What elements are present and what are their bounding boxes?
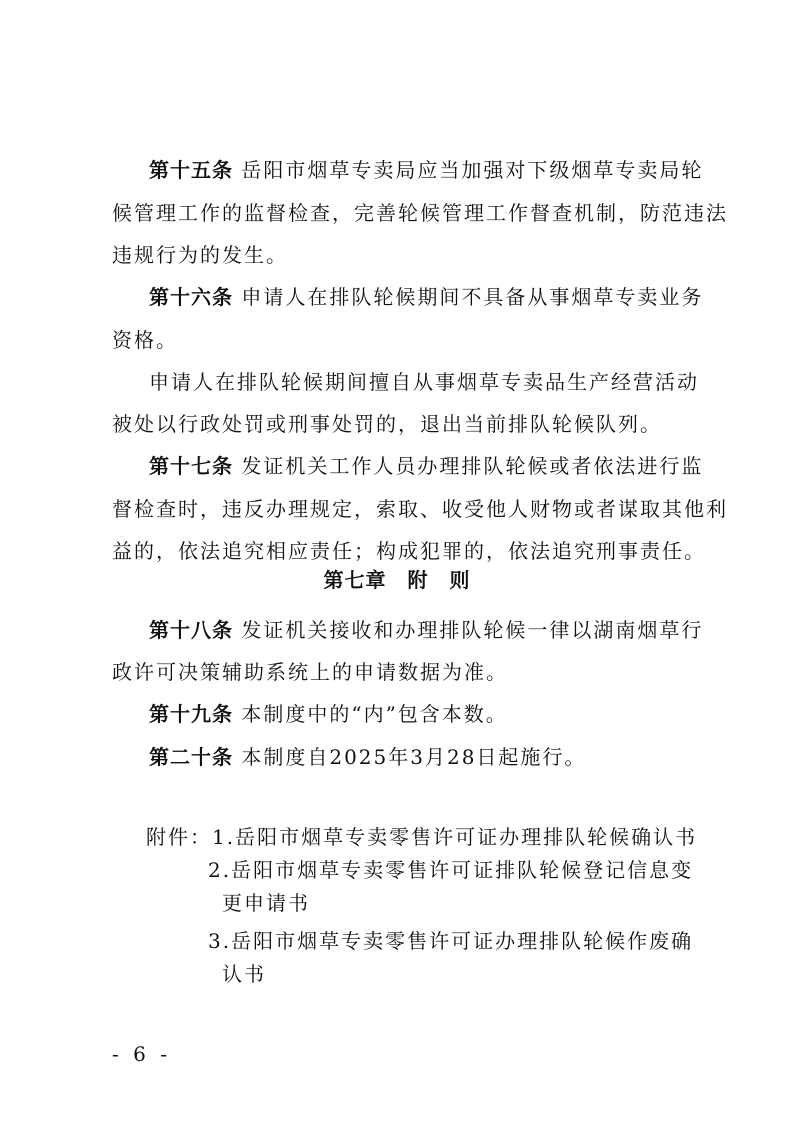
article-18-label: 第十八条 [149,618,233,642]
attachment-item-3-line-1: 3.岳阳市烟草专卖零售许可证办理排队轮候作废确 [208,929,694,953]
article-16-para2-line-1: 申请人在排队轮候期间擅自从事烟草专卖品生产经营活动 [149,370,699,394]
article-20-label: 第二十条 [149,745,233,769]
article-18-line-2: 政许可决策辅助系统上的申请数据为准。 [112,660,508,684]
article-16-para2-line-2: 被处以行政处罚或刑事处罚的，退出当前排队轮候队列。 [112,412,662,436]
attachment-1-text: 1.岳阳市烟草专卖零售许可证办理排队轮候确认书 [212,825,698,849]
article-17-line-1 [149,452,703,480]
article-20-text: 本制度自2025年3月28日起施行。 [241,745,587,769]
chapter-heading: 第七章 附 则 [323,568,471,592]
article-17-line-3: 益的，依法追究相应责任；构成犯罪的，依法追究刑事责任。 [112,539,706,563]
article-16-line-2: 资格。 [112,328,178,352]
attachment-prefix: 附件： [146,825,212,849]
article-15-line-3: 违规行为的发生。 [112,243,288,267]
article-19-line [149,700,508,728]
attachment-item-2-line-1: 2.岳阳市烟草专卖零售许可证排队轮候登记信息变 [208,858,694,882]
article-19-label: 第十九条 [149,702,233,726]
page-number: - 6 - [112,1042,171,1066]
article-18-line-1 [149,616,703,644]
article-16-text: 申请人在排队轮候期间不具备从事烟草专卖业务 [241,285,704,309]
article-17-label: 第十七条 [149,454,233,478]
article-17-text: 发证机关工作人员办理排队轮候或者依法进行监 [241,454,704,478]
article-16-line-1 [149,283,703,311]
attachment-item-2-line-2: 更申请书 [222,891,310,915]
article-15-text: 岳阳市烟草专卖局应当加强对下级烟草专卖局轮 [241,158,704,182]
article-18-text: 发证机关接收和办理排队轮候一律以湖南烟草行 [241,618,704,642]
article-15-line-1 [149,156,703,184]
article-20-line [149,743,586,771]
article-15-line-2: 候管理工作的监督检查，完善轮候管理工作督查机制，防范违法 [112,201,728,225]
article-15-label: 第十五条 [149,158,233,182]
article-16-label: 第十六条 [149,285,233,309]
attachment-item-1 [146,823,697,851]
article-19-text: 本制度中的“内”包含本数。 [241,702,508,726]
attachment-item-3-line-2: 认书 [222,962,266,986]
article-17-line-2: 督检查时，违反办理规定，索取、收受他人财物或者谋取其他利 [112,497,728,521]
